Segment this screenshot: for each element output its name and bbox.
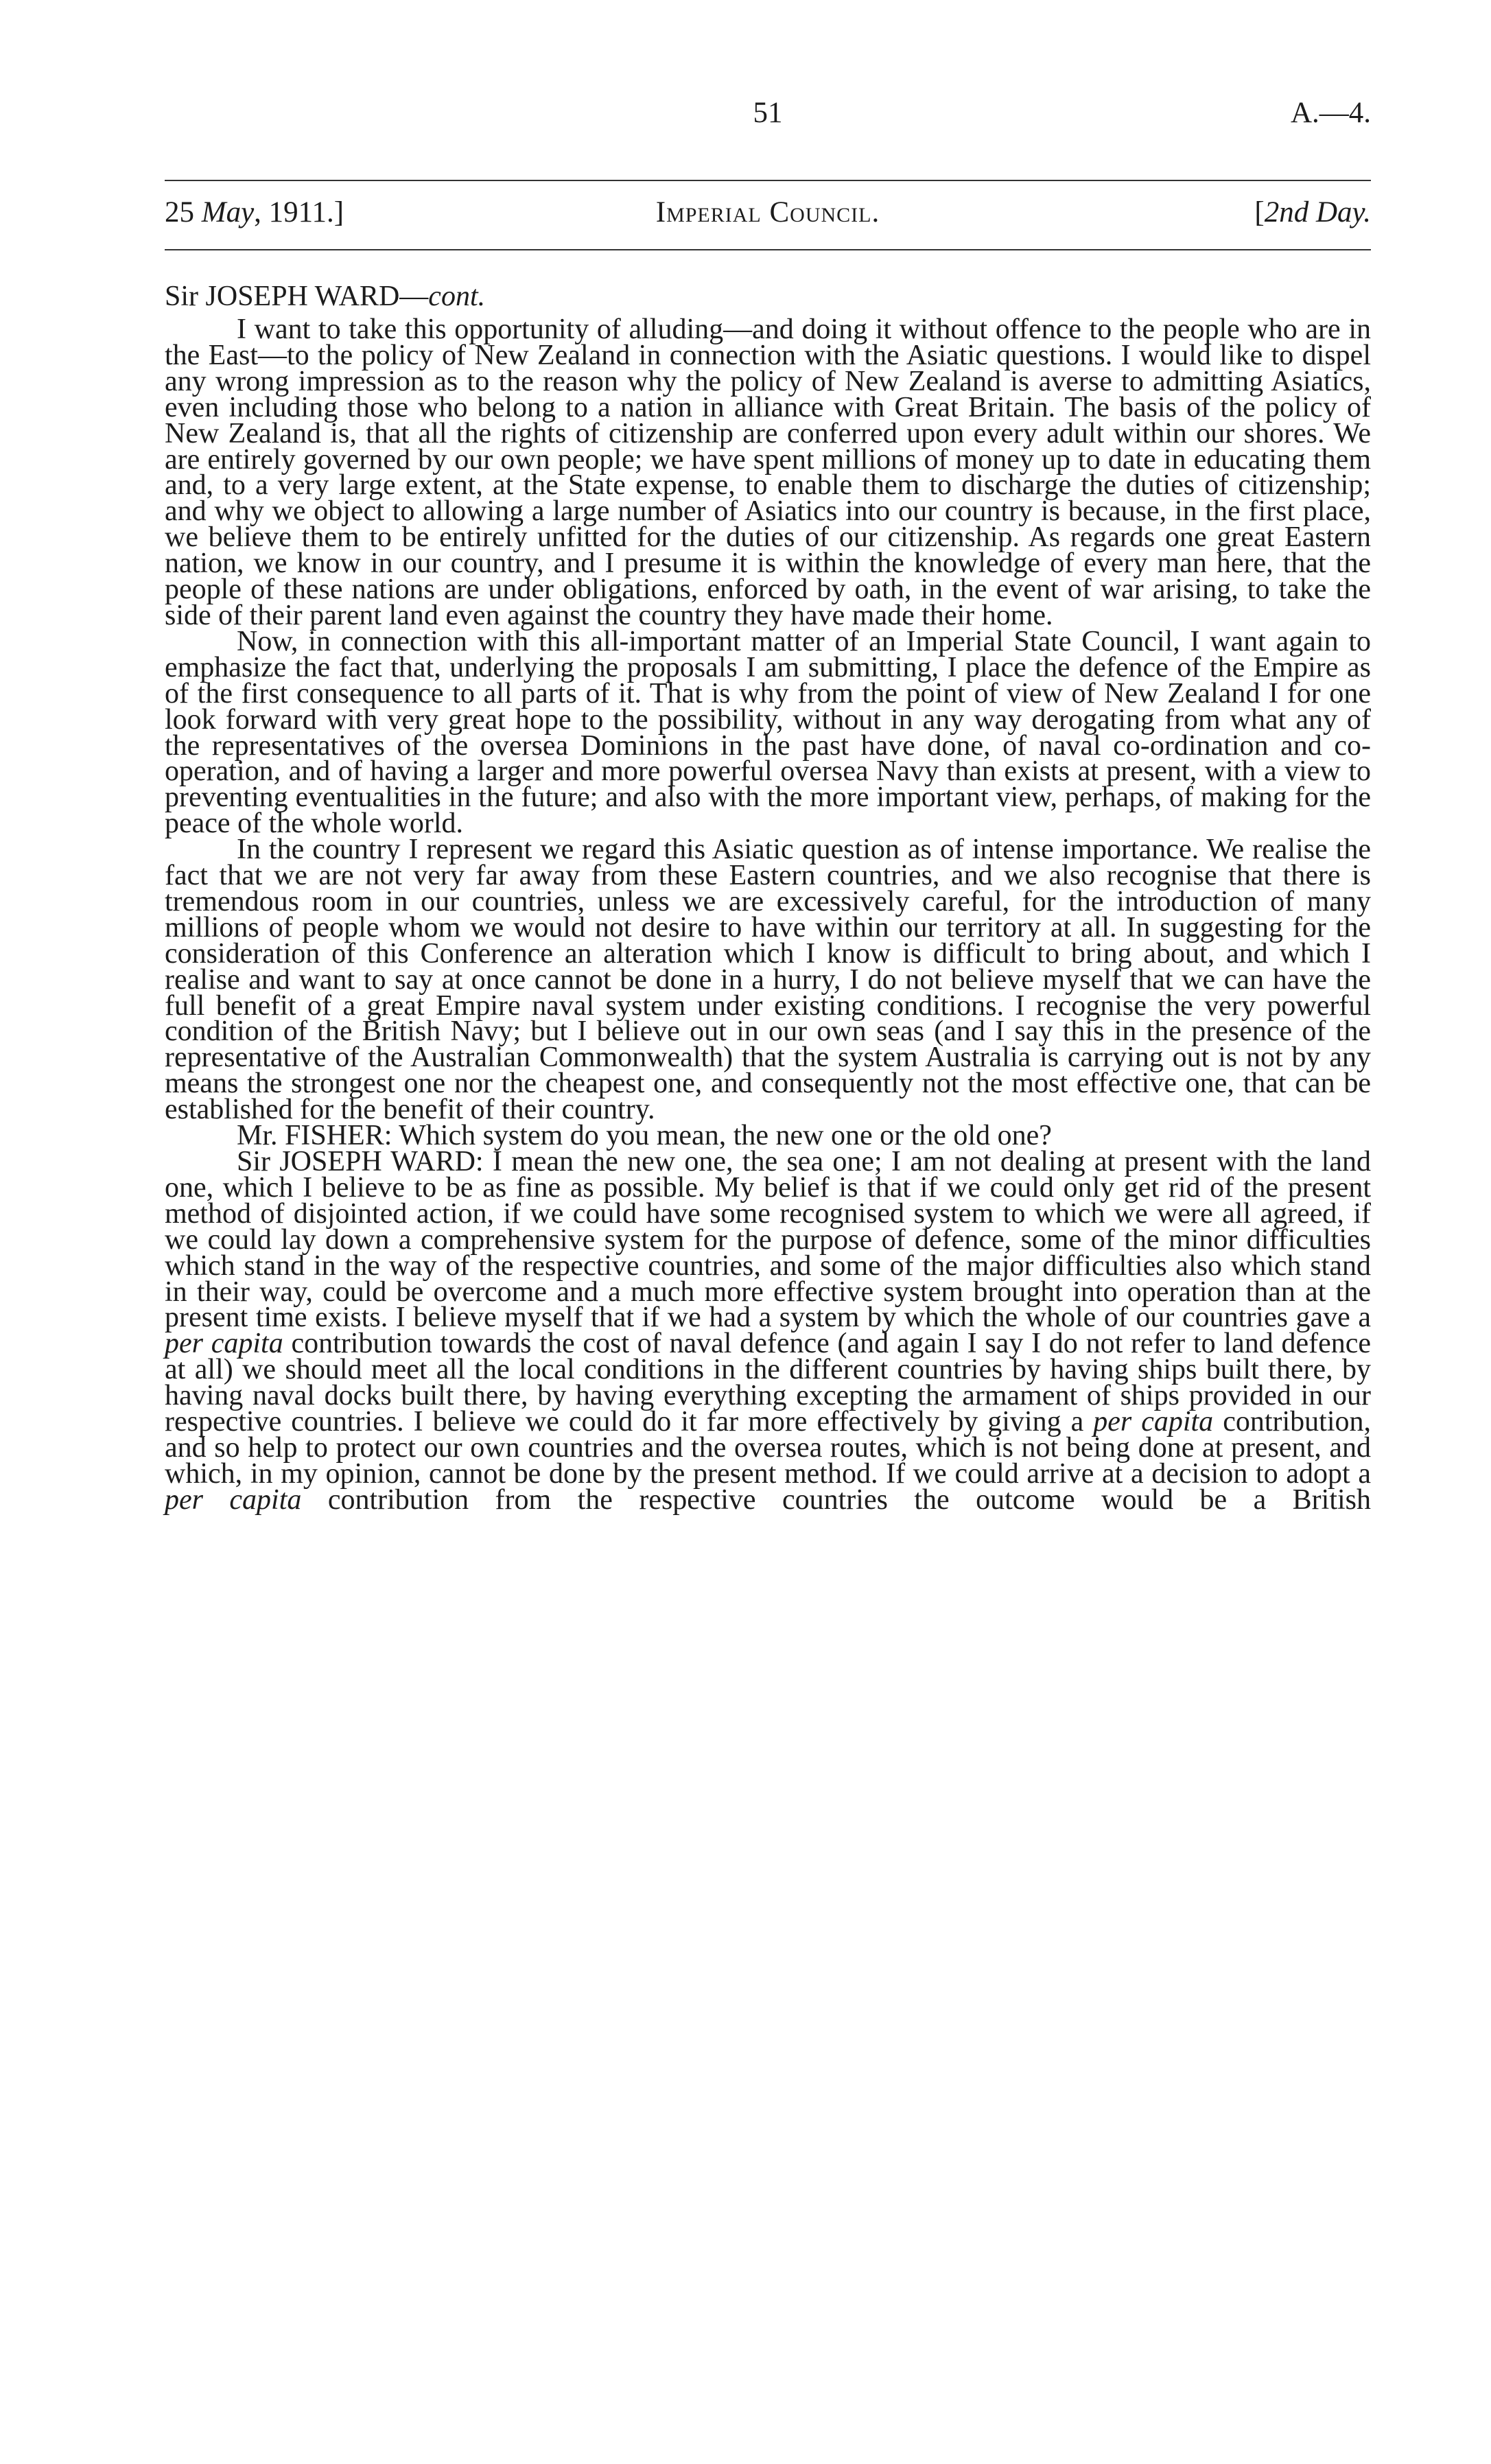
paragraph-asiatic-question: In the country I represent we regard this Asiatic question as of intense importance. We realise the fact that we are not very far away from these Eastern countries, and we also recognise that there is tremendous room in our countries, unless we are excessively careful, for the introduction of many millions of people whom we would not desire to have within our territory at all. In suggesting for the consideration of this Conference an alteration which I know is difficult to bring about, and which I realise and want to say at once cannot be done in a hurry, I do not believe myself that we can have the full benefit of a great Empire naval system under existing conditions. I recognise the very powerful condition of the British Navy; but I believe out in our own seas (and I say this in the presence of the representative of the Australian Commonwealth) that the system Australia is carrying out is not by any means the strongest one nor the cheapest one, and consequently not the most effective one, that can be established for the benefit of their country.: [165, 834, 1371, 1126]
paragraph-imperial-council: Now, in connection with this all-important matter of an Imperial State Council, I want again to emphasize the fact that, underlying the proposals I am submitting, I place the defence of the Empire as of the first consequence to all parts of it. That is why from the point of view of New Zealand I for one look forward with very great hope to the possibility, without in any way derogating from what any of the representatives of the oversea Dominions in the past have done, of naval co-ordination and co-operation, and of having a larger and more powerful oversea Navy than exists at present, with a view to preventing eventualities in the future; and also with the more important view, perhaps, of making for the peace of the whole world.: [165, 625, 1371, 840]
paper-reference: A.—4.: [1290, 97, 1371, 129]
page-number: 51: [753, 97, 783, 129]
paragraph-asiatic-policy: I want to take this opportunity of alluding—and doing it without offence to the people who are in the East—to the policy of New Zealand in connection with the Asiatic questions. I would like to dispel any wrong impression as to the reason why the policy of New Zealand is averse to admitting Asiatics, even including those who belong to a nation in alliance with Great Britain. The basis of the policy of New Zealand is, that all the rights of citizenship are conferred upon every adult within our shores. We are entirely governed by our own people; we have spent millions of money up to date in educating them and, to a very large extent, at the State expense, to enable them to discharge the duties of citizenship; and why we object to allowing a large number of Asiatics into our country is because, in the first place, we believe them to be entirely unfitted for the duties of our citizenship. As regards one great Eastern nation, we know in our country, and I presume it is within the knowledge of every man here, that the people of these nations are under obligations, enforced by oath, in the event of war arising, to take the side of their parent land even against the country they have made their home.: [165, 314, 1371, 631]
session-title: Imperial Council.: [655, 196, 880, 228]
header-rule-top: [165, 180, 1371, 181]
session-day: [2nd Day.: [1254, 196, 1371, 228]
speaker-heading: Sir JOSEPH WARD—cont.: [165, 281, 486, 312]
header-rule-bottom: [165, 249, 1371, 250]
session-header: [165, 196, 1371, 237]
paragraph-fisher-interjection: Mr. FISHER: Which system do you mean, the new one or the old one?: [237, 1120, 1052, 1152]
speech-body: [165, 314, 1372, 1516]
paragraph-ward-reply: Sir JOSEPH WARD: I mean the new one, the sea one; I am not dealing at present with the land one, which I believe to be as fine as possible. My belief is that if we could only get rid of the present method of disjointed action, if we could have some recognised system to which we were all agreed, if we could lay down a comprehensive system for the purpose of defence, some of the minor difficulties which stand in the way of the respective countries, and some of the major difficulties also which stand in their way, could be overcome and a much more effective system brought into operation than at the present time exists. I believe myself that if we had a system by which the whole of our countries gave a per capita contribution towards the cost of naval defence (and again I say I do not refer to land defence at all) we should meet all the local conditions in the different countries by having ships built there, by having naval docks built there, by having everything excepting the armament of ships provided in our respective countries. I believe we could do it far more effectively by giving a per capita contribution, and so help to protect our own countries and the oversea routes, which is not being done at present, and which, in my opinion, cannot be done by the present method. If we could arrive at a decision to adopt a per capita contribution from the respective countries the outcome would be a British: [165, 1146, 1372, 1516]
session-date: 25 May, 1911.]: [165, 196, 344, 228]
running-head: [165, 96, 1371, 137]
